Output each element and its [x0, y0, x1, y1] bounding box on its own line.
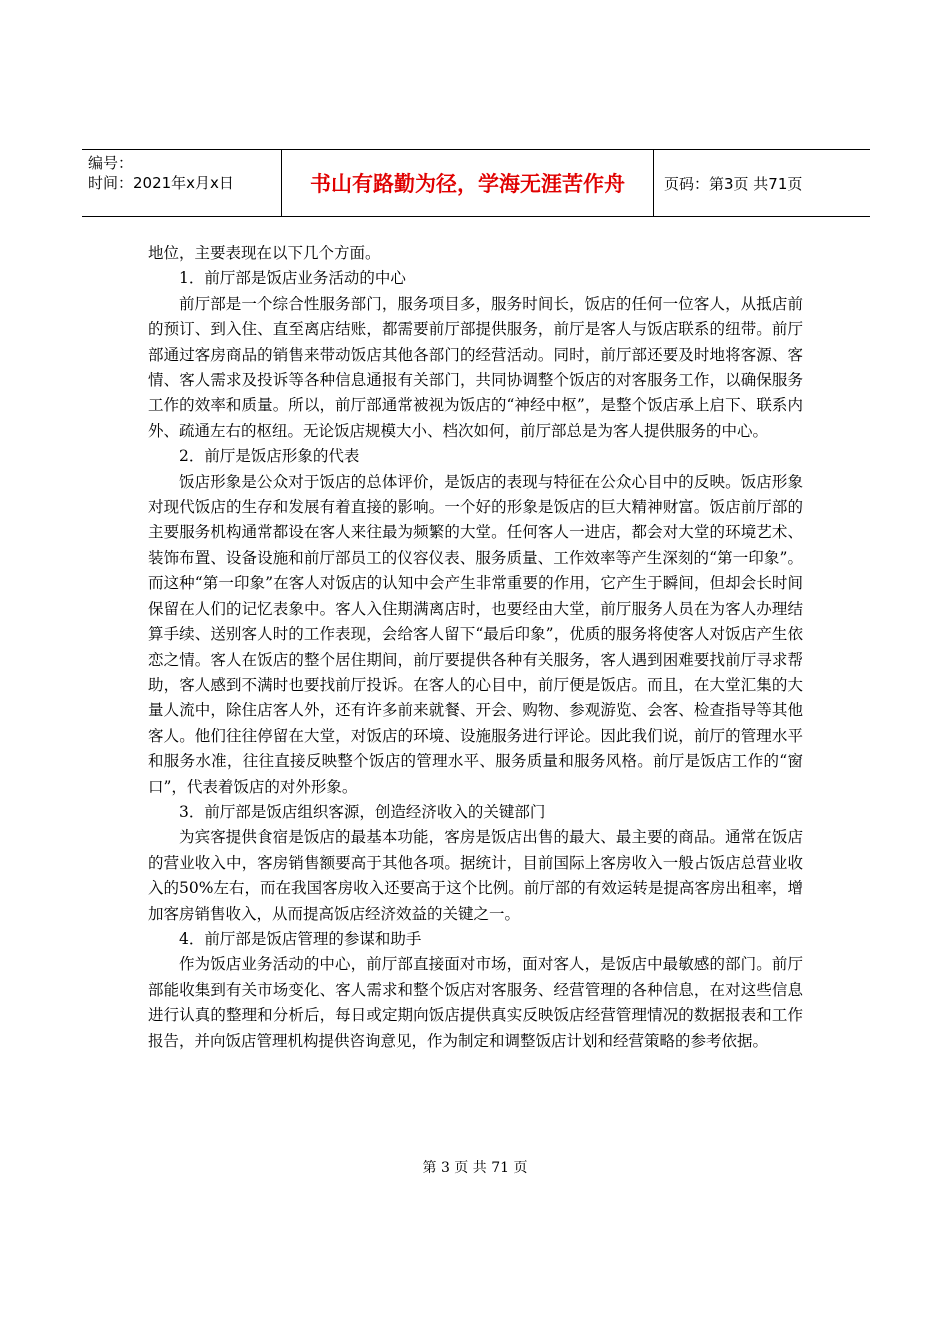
page-footer: 第 3 页 共 71 页 [422, 1160, 528, 1176]
body-paragraph: 地位，主要表现在以下几个方面。 [148, 244, 381, 262]
header-meta [82, 150, 282, 216]
body-paragraph: 饭店形象是公众对于饭店的总体评价，是饭店的表现与特征在公众心目中的反映。饭店形象对现代饭店的生存和发展有着直接的影响。一个好的形象是饭店的巨大精神财富。饭店前厅部的主要服务机构通常都设在客人来往最为频繁的大堂。任何客人一进店，都会对大堂的环境艺术、装饰布置、设备设施和前厅部员工的仪容仪表、服务质量、工作效率等产生深刻的“第一印象”。而这种“第一印象”在客人对饭店的认知中会产生非常重要的作用，它产生于瞬间，但却会长时间保留在人们的记忆表象中。客人入住期满离店时，也要经由大堂，前厅服务人员在为客人办理结算手续、送别客人时的工作表现，会给客人留下“最后印象”，优质的服务将使客人对饭店产生依恋之情。客人在饭店的整个居住期间，前厅要提供各种有关服务，客人遇到困难要找前厅寻求帮助，客人感到不满时也要找前厅投诉。在客人的心目中，前厅便是饭店。而且，在大堂汇集的大量人流中，除住店客人外，还有许多前来就餐、开会、购物、参观游览、会客、检查指导等其他客人。他们往往停留在大堂，对饭店的环境、设施服务进行评论。因此我们说，前厅的管理水平和服务水准，往往直接反映整个饭店的管理水平、服务质量和服务风格。前厅是饭店工作的“窗口”，代表着饭店的对外形象。 [148, 472, 803, 796]
page-header [82, 149, 870, 217]
header-page-info: 页码：第3页 共71页 [664, 174, 803, 193]
body-paragraph: 前厅部是一个综合性服务部门，服务项目多，服务时间长，饭店的任何一位客人，从抵店前的预订、到入住、直至离店结账，都需要前厅部提供服务，前厅是客人与饭店联系的纽带。前厅部通过客房商品的销售来带动饭店其他各部门的经营活动。同时，前厅部还要及时地将客源、客情、客人需求及投诉等各种信息通报有关部门，共同协调整个饭店的对客服务工作，以确保服务工作的效率和质量。所以，前厅部通常被视为饭店的“神经中枢”，是整个饭店承上启下、联系内外、疏通左右的枢纽。无论饭店规模大小、档次如何，前厅部总是为客人提供服务的中心。 [148, 294, 803, 440]
section-heading: 2．前厅是饭店形象的代表 [179, 447, 360, 466]
document-number-label: 编号： [88, 154, 134, 172]
section-heading: 3．前厅部是饭店组织客源，创造经济收入的关键部门 [179, 802, 546, 821]
document-date-label: 时间：2021年x月x日 [88, 174, 234, 192]
section-heading: 4．前厅部是饭店管理的参谋和助手 [179, 929, 422, 948]
body-paragraph: 为宾客提供食宿是饭店的最基本功能，客房是饭店出售的最大、最主要的商品。通常在饭店的营业收入中，客房销售额要高于其他各项。据统计，目前国际上客房收入一般占饭店总营业收入的50%左右，而在我国客房收入还要高于这个比例。前厅部的有效运转是提高客房出租率，增加客房销售收入，从而提高饭店经济效益的关键之一。 [148, 828, 803, 923]
section-heading: 1．前厅部是饭店业务活动的中心 [179, 269, 406, 288]
body-paragraph: 作为饭店业务活动的中心，前厅部直接面对市场，面对客人，是饭店中最敏感的部门。前厅部能收集到有关市场变化、客人需求和整个饭店对客服务、经营管理的各种信息，在对这些信息进行认真的整理和分析后，每日或定期向饭店提供真实反映饭店经营管理情况的数据报表和工作报告，并向饭店管理机构提供咨询意见，作为制定和调整饭店计划和经营策略的参考依据。 [148, 955, 803, 1050]
header-motto: 书山有路勤为径，学海无涯苦作舟 [282, 150, 654, 216]
document-body [148, 241, 803, 1054]
